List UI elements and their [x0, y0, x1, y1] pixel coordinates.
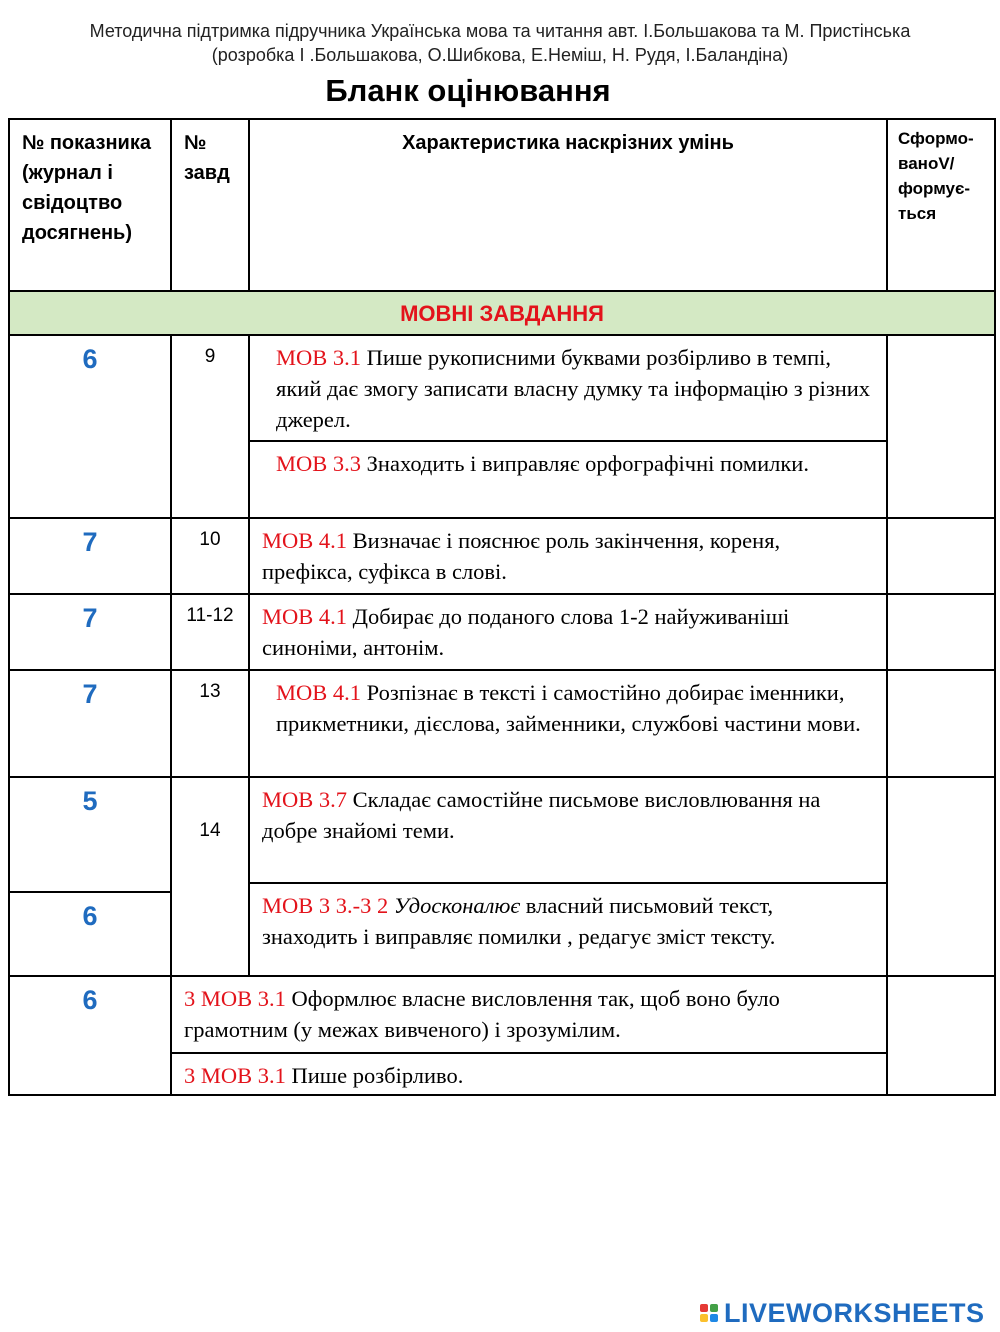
- section-language-tasks: [10, 290, 994, 334]
- skill-text: Добирає до поданого слова 1-2 найуживаніші синоніми, антонім.: [262, 604, 790, 660]
- skill-code: МОВ 4.1: [276, 680, 362, 705]
- characteristic-cell: [172, 977, 888, 1094]
- indicator-cell: [10, 778, 172, 975]
- liveworksheets-logo[interactable]: [700, 1296, 985, 1330]
- skill-description: [250, 519, 888, 593]
- col-task-header: № завд: [172, 120, 250, 290]
- task-number: 13: [172, 671, 250, 776]
- skill-code: МОВ 3 3.-3 2: [262, 893, 389, 918]
- indicator-number: 7: [10, 595, 172, 669]
- characteristic-cell: [250, 778, 888, 975]
- status-cell[interactable]: [888, 671, 994, 776]
- skill-text: власний письмовий текст, знаходить і виправляє помилки , редагує зміст тексту.: [262, 893, 776, 949]
- col-characteristic-header: Характеристика наскрізних умінь: [250, 120, 888, 290]
- indicator-number: 7: [10, 671, 172, 776]
- col-indicator-header: № показника (журнал і свідоцтво досягнень): [10, 120, 172, 290]
- task-number: 10: [172, 519, 250, 593]
- skill-text: Розпізнає в тексті і самостійно добирає іменники, прикметники, дієслова, займенники, службові частини мови.: [276, 680, 861, 736]
- task-number: 11-12: [172, 595, 250, 669]
- status-cell[interactable]: [888, 519, 994, 593]
- skill-text: Складає самостійне письмове висловлювання на добре знайомі теми.: [262, 787, 821, 843]
- table-row: [10, 776, 994, 975]
- col-status-header: Сформо-ваноV/ формує-ться: [898, 129, 974, 223]
- status-cell[interactable]: [888, 595, 994, 669]
- characteristic-cell: [250, 336, 888, 517]
- task-number: 14: [172, 778, 250, 975]
- logo-text: LIVEWORKSHEETS: [724, 1297, 985, 1328]
- skill-description: [172, 1052, 886, 1094]
- skill-code: 3 МОВ 3.1: [184, 1063, 286, 1088]
- skill-description: [250, 882, 886, 975]
- indicator-number: 6: [10, 977, 172, 1094]
- skill-description: [250, 595, 888, 669]
- status-cell[interactable]: [888, 336, 994, 517]
- logo-square-red: [700, 1304, 708, 1312]
- section-title: МОВНІ ЗАВДАННЯ: [400, 301, 604, 326]
- skill-text: Визначає і пояснює роль закінчення, кореня, префікса, суфікса в слові.: [262, 528, 781, 584]
- skill-description: [250, 778, 886, 882]
- status-cell[interactable]: [888, 778, 994, 975]
- indicator-number: 6: [10, 891, 170, 975]
- skill-code: МОВ 3.7: [262, 787, 348, 812]
- skill-code: МОВ 4.1: [262, 528, 348, 553]
- page-title: Бланк оцінювання: [325, 73, 611, 108]
- logo-square-yellow: [700, 1314, 708, 1322]
- indicator-number: 6: [10, 336, 172, 517]
- logo-square-blue: [710, 1314, 718, 1322]
- liveworksheets-logo-icon: [700, 1304, 718, 1322]
- skill-description: [250, 336, 886, 440]
- header-methodical-support: Методична підтримка підручника Українська мова та читання авт. І.Большакова та М. Пристінська: [89, 21, 911, 41]
- indicator-number: 7: [10, 519, 172, 593]
- skill-text: Знаходить і виправляє орфографічні помилки.: [361, 451, 809, 476]
- skill-text: Пише розбірливо.: [285, 1063, 464, 1088]
- status-cell[interactable]: [888, 977, 994, 1094]
- skill-code: 3 МОВ 3.1: [184, 986, 286, 1011]
- skill-description: [250, 440, 886, 517]
- table-row: [10, 593, 994, 669]
- skill-description: [250, 671, 888, 776]
- skill-code: МОВ 4.1: [262, 604, 348, 629]
- task-number: 9: [172, 336, 250, 517]
- skill-description: [172, 977, 886, 1052]
- table-row: [10, 669, 994, 776]
- indicator-number: 5: [82, 786, 98, 816]
- table-row: [10, 334, 994, 517]
- table-row: [10, 975, 994, 1094]
- header-authors: (розробка І .Большакова, О.Шибкова, Е.Неміш, Н. Рудя, І.Баландіна): [211, 45, 789, 65]
- assessment-table: [8, 118, 996, 1096]
- skill-italic-word: Удосконалює: [393, 893, 521, 918]
- skill-text: Оформлює власне висловлення так, щоб воно було грамотним (у межах вивченого) і зрозумілим.: [184, 986, 780, 1042]
- logo-square-green: [710, 1304, 718, 1312]
- skill-text: Пише рукописними буквами розбірливо в темпі, який дає змогу записати власну думку та інформацію з різних джерел.: [276, 345, 871, 432]
- table-header-row: [10, 120, 994, 290]
- skill-code: МОВ 3.1: [276, 345, 362, 370]
- table-row: [10, 517, 994, 593]
- skill-code: МОВ 3.3: [276, 451, 362, 476]
